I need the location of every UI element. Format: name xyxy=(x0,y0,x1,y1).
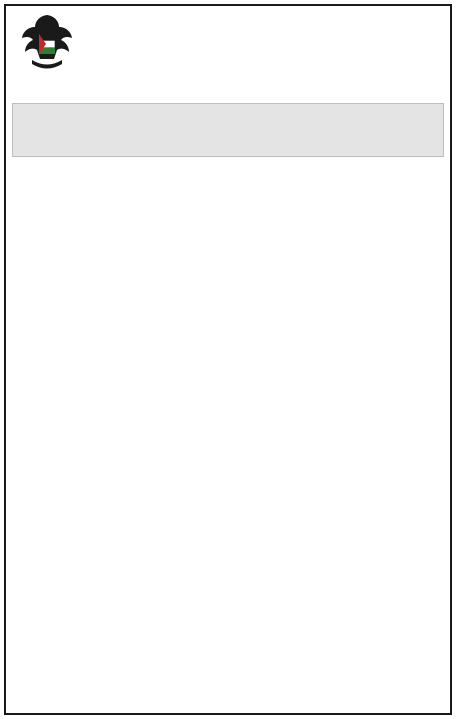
clause-item xyxy=(12,162,444,199)
clause-item xyxy=(12,203,444,240)
address-line xyxy=(12,675,444,688)
clause-item xyxy=(12,372,444,397)
contact-address xyxy=(12,649,444,688)
tender-name-value xyxy=(19,121,433,135)
notice-header xyxy=(12,11,444,75)
clause-text xyxy=(12,541,426,566)
address-line xyxy=(12,649,444,662)
clause-number xyxy=(430,162,444,199)
clause-text xyxy=(12,162,426,199)
state-name xyxy=(82,11,440,31)
clause-text xyxy=(12,203,426,240)
clause-number xyxy=(430,244,444,269)
address-line xyxy=(12,662,444,675)
tender-clauses xyxy=(12,162,444,647)
buyer-value xyxy=(19,107,433,121)
clause-number xyxy=(430,471,444,508)
tender-details-box xyxy=(12,103,444,157)
clause-number xyxy=(430,401,444,438)
issuing-authority xyxy=(82,33,440,49)
clause-text xyxy=(12,244,426,269)
clause-item xyxy=(12,570,444,595)
clause-item xyxy=(12,401,444,438)
clause-item xyxy=(12,471,444,508)
tender-name-row xyxy=(19,121,437,135)
clause-item xyxy=(12,343,444,368)
clause-number xyxy=(430,512,444,537)
clause-number xyxy=(430,203,444,240)
clause-number xyxy=(430,541,444,566)
clause-item xyxy=(12,442,444,467)
clause-text xyxy=(12,442,426,467)
clause-number xyxy=(430,343,444,368)
clause-item xyxy=(12,273,444,298)
clause-item xyxy=(12,244,444,269)
clause-number xyxy=(430,570,444,595)
tender-ref-row xyxy=(19,135,437,152)
clause-number xyxy=(430,442,444,467)
clause-text xyxy=(12,570,426,595)
clause-item xyxy=(12,512,444,537)
clause-text xyxy=(12,302,426,339)
clause-text xyxy=(12,401,426,438)
clause-text xyxy=(12,512,426,537)
palestine-emblem-icon xyxy=(18,13,76,73)
clause-text xyxy=(12,372,426,397)
clause-number xyxy=(430,372,444,397)
buyer-row xyxy=(19,107,437,121)
notice-footer xyxy=(12,692,444,708)
tender-ref-value xyxy=(19,135,433,152)
clause-text xyxy=(12,343,426,368)
tender-title xyxy=(12,77,444,99)
clause-item xyxy=(12,541,444,566)
clause-text xyxy=(12,471,426,508)
clause-item xyxy=(12,302,444,339)
tender-notice xyxy=(4,4,452,715)
clause-text xyxy=(12,273,426,298)
clause-number xyxy=(430,302,444,339)
clause-number xyxy=(430,273,444,298)
